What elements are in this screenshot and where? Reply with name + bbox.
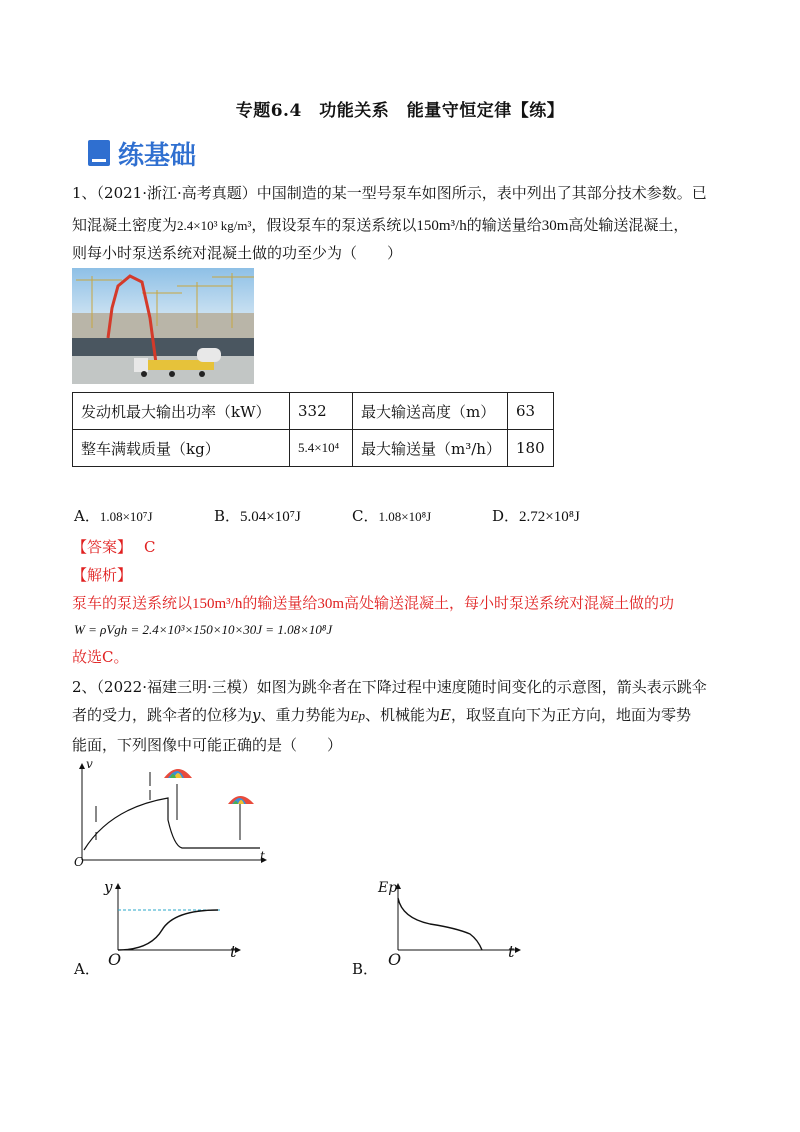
formula: W = ρVgh = 2.4×10³×150×10×30J = 1.08×10⁸J: [74, 622, 333, 637]
velocity-time-graph: [70, 760, 280, 870]
table-cell: 180: [508, 430, 554, 467]
q2-option-b[interactable]: B．: [352, 960, 379, 978]
option-d[interactable]: D．2.72×10⁸J: [492, 507, 580, 525]
parachute-icon: [164, 769, 192, 778]
density-value: 2.4×10³ kg/m³: [177, 218, 252, 233]
optA-y-label: y: [104, 878, 113, 896]
table-cell: 5.4×10⁴: [290, 430, 353, 467]
q1-line1: 1、（2021·浙江·高考真题）中国制造的某一型号泵车如图所示，表中列出了其部分技术参数。已: [72, 184, 707, 202]
q1-line3: 则每小时泵送系统对混凝土做的功至少为（ ）: [72, 244, 403, 262]
table-cell: 发动机最大输出功率（kW）: [73, 393, 290, 430]
table-cell: 332: [290, 393, 353, 430]
option-c[interactable]: C．1.08×10⁸J: [352, 507, 432, 525]
spec-table: [72, 392, 554, 467]
answer-value: C: [144, 538, 156, 556]
graph-origin: O: [74, 855, 84, 869]
conclusion: 故选C。: [72, 648, 129, 666]
optA-origin: O: [108, 950, 122, 969]
section-header: [88, 135, 196, 171]
q2-line3: 能面，下列图像中可能正确的是（ ）: [72, 736, 343, 754]
table-cell: 63: [508, 393, 554, 430]
table-cell: 最大输送量（m³/h）: [353, 430, 508, 467]
option-b[interactable]: B．5.04×10⁷J: [214, 507, 301, 525]
table-row: [73, 393, 554, 430]
q2-line2: 者的受力，跳伞者的位移为y、重力势能为Ep、机械能为E，取竖直向下为正方向，地面为零势: [72, 706, 691, 724]
page-title: 专题6.4 功能关系 能量守恒定律【练】: [235, 101, 565, 121]
answer-line: [72, 536, 156, 557]
option-a[interactable]: A．1.08×10⁷J: [74, 507, 153, 525]
flow-value: 150m³/h: [416, 218, 467, 234]
analysis-text: 泵车的泵送系统以150m³/h的输送量给30m高处输送混凝土，每小时泵送系统对混凝土做的功: [72, 594, 675, 612]
table-cell: 最大输送高度（m）: [353, 393, 508, 430]
optB-origin: O: [388, 950, 402, 969]
graph-v-label: v: [86, 757, 93, 771]
height-value: 30m: [541, 218, 569, 234]
optB-y-label: Ep: [378, 880, 398, 896]
option-a-graph: [100, 880, 250, 960]
optA-x-label: t: [230, 942, 237, 961]
graph-t-label: t: [260, 849, 265, 863]
q2-option-a[interactable]: A．: [74, 960, 100, 978]
book-icon: [88, 140, 110, 166]
optB-x-label: t: [508, 942, 515, 961]
analysis-label: 【解析】: [72, 566, 133, 584]
table-row: [73, 430, 554, 467]
q2-line1: 2、（2022·福建三明·三模）如图为跳伞者在下降过程中速度随时间变化的示意图，箭头表示跳伞: [72, 678, 707, 696]
answer-label: 【答案】: [72, 538, 133, 556]
table-cell: 整车满载质量（kg）: [73, 430, 290, 467]
section-label: 练基础: [118, 140, 197, 171]
q1-line2: 知混凝土密度为2.4×10³ kg/m³，假设泵车的泵送系统以150m³/h的输送量给30m高处输送混凝土，: [72, 216, 689, 234]
parachute-icon: [228, 796, 254, 804]
pump-truck-photo: [72, 268, 254, 384]
